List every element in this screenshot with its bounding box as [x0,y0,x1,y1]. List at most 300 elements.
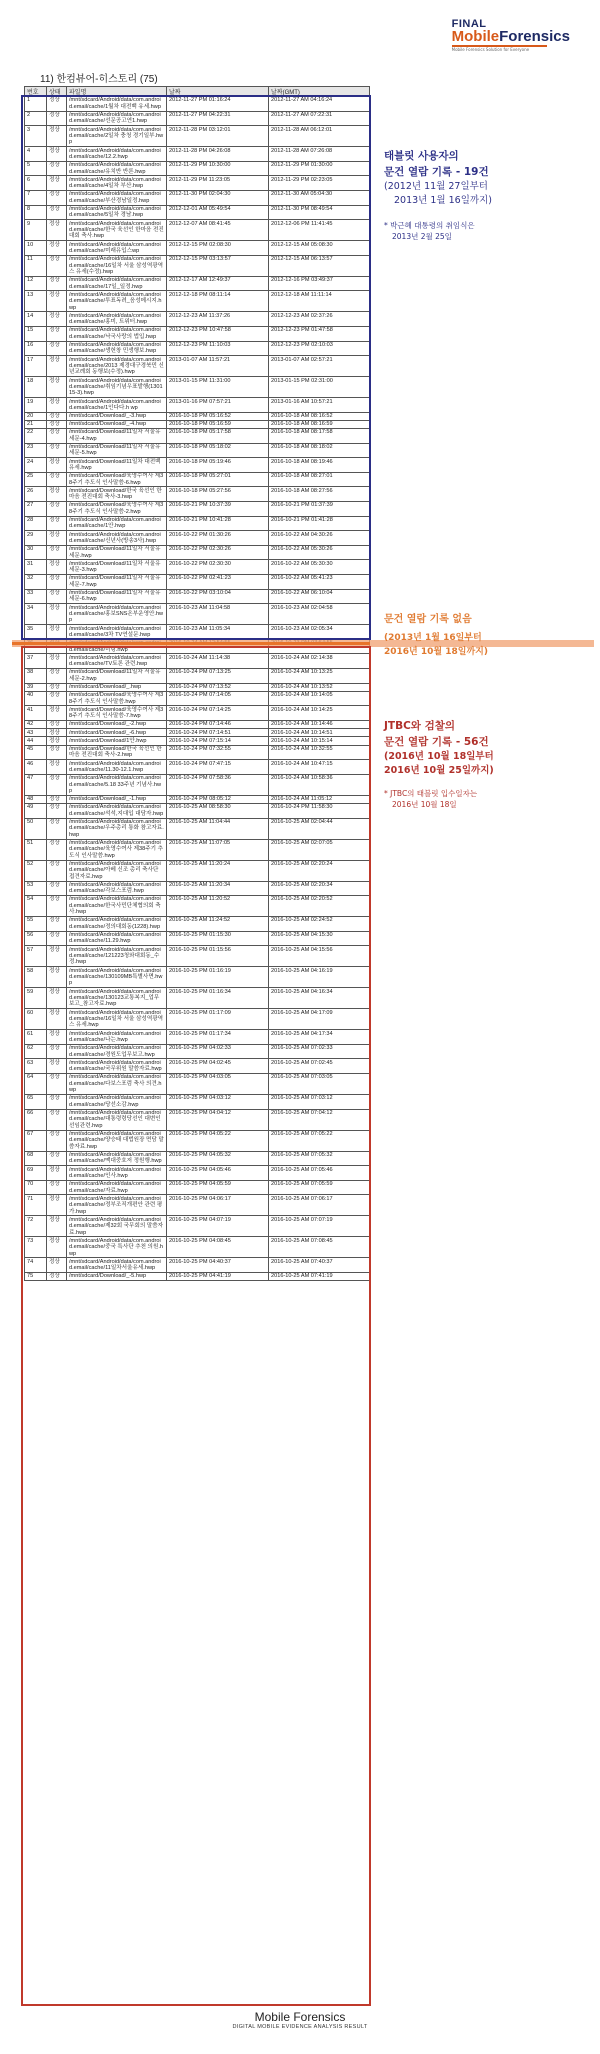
cell-filename: /mnt/sdcard/Android/data/com.android.email/cache/5.18 33주년 기념사.hwp [67,774,167,795]
cell-status: 정상 [47,1130,67,1151]
cell-date-gmt: 2016-10-24 AM 10:47:15 [269,760,370,775]
footer-title: Mobile Forensics [254,2010,346,2024]
cell-status: 정상 [47,760,67,775]
cell-status: 정상 [47,604,67,625]
cell-status: 정상 [47,487,67,502]
cell-status: 정상 [47,220,67,241]
cell-number: 73 [25,1237,47,1258]
cell-number: 31 [25,560,47,575]
tablet-annotation-note-2: 2013년 2월 25일 [392,232,452,241]
cell-number: 70 [25,1180,47,1195]
cell-filename: /mnt/sdcard/Android/data/com.android.email/cache/맥대중호저 정원행.hwp [67,1151,167,1166]
cell-number: 14 [25,312,47,327]
header-status: 상태 [47,87,67,97]
cell-number: 3 [25,126,47,147]
cell-filename: /mnt/sdcard/Android/data/com.android.email/cache/인사.hwp [67,1166,167,1181]
cell-status: 정상 [47,1074,67,1095]
cell-number: 32 [25,575,47,590]
cell-date: 2016-10-25 AM 08:58:30 [167,803,269,818]
cell-status: 정상 [47,683,67,691]
jtbc-annotation-note-2: 2016년 10월 18일 [392,800,457,809]
cell-date-gmt: 2012-11-27 AM 04:16:24 [269,97,370,112]
cell-status: 정상 [47,443,67,458]
cell-status: 정상 [47,988,67,1009]
cell-date: 2016-10-25 PM 04:05:32 [167,1151,269,1166]
cell-date-gmt: 2016-10-24 AM 10:32:55 [269,745,370,760]
cell-number: 47 [25,774,47,795]
cell-date-gmt: 2016-10-24 AM 10:14:46 [269,720,370,728]
cell-number: 43 [25,729,47,737]
cell-status: 정상 [47,377,67,398]
cell-date: 2016-10-25 PM 04:07:19 [167,1216,269,1237]
cell-date: 2016-10-25 PM 04:05:59 [167,1180,269,1195]
cell-filename: /mnt/sdcard/Android/data/com.android.email/cache/국무위원 말씀자료.hwp [67,1059,167,1074]
gap-annotation-range-1: (2013년 1월 16일부터 [384,633,482,643]
gap-annotation-range-2: 2016년 10월 18일까지) [384,647,488,657]
cell-date-gmt: 2012-11-29 PM 01:30:00 [269,161,370,176]
cell-date: 2016-10-25 PM 01:17:09 [167,1009,269,1030]
cell-date: 2016-10-25 PM 04:08:45 [167,1237,269,1258]
cell-date-gmt: 2016-10-25 AM 04:16:34 [269,988,370,1009]
cell-date-gmt: 2016-10-24 AM 10:13:52 [269,683,370,691]
cell-number: 26 [25,487,47,502]
cell-status: 정상 [47,161,67,176]
cell-date: 2012-11-27 PM 04:22:31 [167,111,269,126]
cell-number: 4 [25,147,47,162]
cell-status: 정상 [47,147,67,162]
cell-status: 정상 [47,326,67,341]
cell-date: 2016-10-22 PM 02:30:30 [167,560,269,575]
cell-status: 정상 [47,412,67,420]
cell-filename: /mnt/sdcard/Android/data/com.android.email/cache/11일차서울유세.hwp [67,1258,167,1273]
cell-status: 정상 [47,1237,67,1258]
cell-status: 정상 [47,860,67,881]
cell-filename: /mnt/sdcard/Android/data/com.android.email/cache/투표독려_음성메시지.hwp [67,291,167,312]
cell-status: 정상 [47,1030,67,1045]
cell-date: 2016-10-25 PM 04:06:17 [167,1195,269,1216]
cell-date-gmt: 2013-01-15 PM 02:31:00 [269,377,370,398]
cell-date-gmt: 2013-01-07 AM 02:57:21 [269,356,370,377]
cell-number: 13 [25,291,47,312]
cell-filename: /mnt/sdcard/Android/data/com.android.email/cache/17일_일정.hwp [67,276,167,291]
cell-date-gmt: 2016-10-23 AM 02:05:34 [269,625,370,640]
cell-date-gmt: 2016-10-21 PM 01:37:39 [269,502,370,517]
cell-number: 63 [25,1059,47,1074]
cell-date: 2016-10-25 PM 04:04:12 [167,1109,269,1130]
cell-date: 2013-01-15 PM 11:31:00 [167,377,269,398]
cell-filename: /mnt/sdcard/Download/_-4.hwp [67,420,167,428]
cell-number: 23 [25,443,47,458]
cell-filename: /mnt/sdcard/Android/data/com.android.email/cache/대통령령당선인 대변인 선임관련.hwp [67,1109,167,1130]
cell-status: 정상 [47,398,67,413]
cell-status: 정상 [47,737,67,745]
cell-date-gmt: 2016-10-25 AM 07:05:22 [269,1130,370,1151]
cell-date-gmt: 2016-10-25 AM 07:02:45 [269,1059,370,1074]
cell-number: 10 [25,241,47,256]
cell-number: 22 [25,429,47,444]
cell-date: 2016-10-25 PM 04:02:45 [167,1059,269,1074]
cell-number: 44 [25,737,47,745]
cell-date-gmt: 2016-10-24 AM 10:14:25 [269,706,370,721]
cell-date-gmt: 2016-10-18 AM 08:17:58 [269,429,370,444]
cell-date-gmt: 2016-10-25 AM 04:17:09 [269,1009,370,1030]
logo-line-1: FINAL [451,18,487,30]
cell-status: 정상 [47,1273,67,1281]
cell-filename: /mnt/sdcard/Android/data/com.android.email/cache/중국 특사단 추천 의원.hwp [67,1237,167,1258]
cell-filename: /mnt/sdcard/Android/data/com.android.email/cache/4일차 부산.hwp [67,176,167,191]
cell-status: 정상 [47,176,67,191]
cell-date-gmt: 2016-10-25 AM 04:17:34 [269,1030,370,1045]
cell-date-gmt: 2016-10-22 AM 05:41:23 [269,575,370,590]
cell-date: 2016-10-18 PM 05:27:01 [167,472,269,487]
cell-filename: /mnt/sdcard/Android/data/com.android.email/cache/16일차 서울 삼성역광역스 유세(수정).hwp [67,255,167,276]
cell-date: 2012-12-23 PM 10:47:58 [167,326,269,341]
tablet-annotation [384,148,594,242]
cell-date: 2016-10-24 PM 07:13:52 [167,683,269,691]
cell-filename: /mnt/sdcard/Android/data/com.android.email/cache/제32회 국무회의 말씀자료.hwp [67,1216,167,1237]
cell-date: 2013-01-07 AM 11:57:21 [167,356,269,377]
tablet-annotation-note-1: * 박근혜 대통령의 취임식은 [384,221,475,230]
cell-status: 정상 [47,896,67,917]
cell-status: 정상 [47,720,67,728]
cell-filename: /mnt/sdcard/Android/data/com.android.email/cache/121223청와대회동_수정.hwp [67,946,167,967]
cell-filename: /mnt/sdcard/Android/data/com.android.email/cache/생헌창 민생행보.hwp [67,341,167,356]
cell-filename: /mnt/sdcard/Android/data/com.android.email/cache/한국 육선인 한마음 전진대회 축사.hwp [67,220,167,241]
cell-number: 5 [25,161,47,176]
cell-status: 정상 [47,341,67,356]
cell-number: 38 [25,669,47,684]
jtbc-annotation-range-2: 2016년 10월 25일까지) [384,765,494,776]
cell-date-gmt: 2016-10-25 AM 07:08:45 [269,1237,370,1258]
cell-number: 45 [25,745,47,760]
cell-number: 34 [25,604,47,625]
cell-date-gmt: 2012-12-15 AM 06:13:57 [269,255,370,276]
header-date: 날짜 [167,87,269,97]
cell-date-gmt: 2016-10-22 AM 06:10:04 [269,589,370,604]
cell-filename: /mnt/sdcard/Android/data/com.android.email/cache/취임기념우표발행(130115-3).hwp [67,377,167,398]
cell-number: 68 [25,1151,47,1166]
cell-filename: /mnt/sdcard/Download/_-2.hwp [67,720,167,728]
cell-date-gmt: 2016-10-24 AM 10:14:51 [269,729,370,737]
cell-date-gmt: 2016-10-25 AM 07:41:19 [269,1273,370,1281]
cell-date: 2016-10-18 PM 05:27:56 [167,487,269,502]
cell-number: 27 [25,502,47,517]
cell-number: 64 [25,1074,47,1095]
cell-number: 25 [25,472,47,487]
cell-status: 정상 [47,1109,67,1130]
cell-date-gmt: 2016-10-25 AM 07:05:32 [269,1151,370,1166]
cell-number: 69 [25,1166,47,1181]
cell-status: 정상 [47,291,67,312]
cell-date-gmt: 2016-10-25 AM 02:04:44 [269,818,370,839]
cell-date-gmt: 2016-10-22 AM 05:30:30 [269,560,370,575]
cell-number: 30 [25,545,47,560]
cell-date-gmt: 2012-12-16 PM 03:49:37 [269,276,370,291]
cell-date-gmt: 2012-11-30 AM 05:04:30 [269,190,370,205]
cell-filename: /mnt/sdcard/Android/data/com.android.email/cache/5일차 경남.hwp [67,205,167,220]
cell-filename: /mnt/sdcard/Android/data/com.android.email/cache/130123교통복지_업무보고_참고자료.hwp [67,988,167,1009]
cell-status: 정상 [47,1095,67,1110]
tablet-annotation-range-1: (2012년 11월 27일부터 [384,181,488,192]
cell-filename: /mnt/sdcard/Download/11일차 서울유세문-2.hwp [67,669,167,684]
cell-filename: /mnt/sdcard/Download/_-5.hwp [67,1273,167,1281]
cell-date: 2016-10-18 PM 05:16:59 [167,420,269,428]
cell-date: 2012-11-28 PM 03:12:01 [167,126,269,147]
cell-date-gmt: 2013-01-16 AM 10:57:21 [269,398,370,413]
cell-filename: /mnt/sdcard/Android/data/com.android.email/cache/3차 TV연설문.hwp [67,625,167,640]
cell-date-gmt: 2016-10-25 AM 02:07:05 [269,839,370,860]
cell-status: 정상 [47,516,67,531]
cell-status: 정상 [47,1166,67,1181]
cell-status: 정상 [47,126,67,147]
cell-date-gmt: 2016-10-25 AM 04:15:56 [269,946,370,967]
cell-date: 2016-10-25 PM 01:15:30 [167,931,269,946]
cell-date: 2016-10-25 AM 11:24:52 [167,917,269,932]
cell-date: 2016-10-24 PM 07:32:55 [167,745,269,760]
cell-filename: /mnt/sdcard/Android/data/com.android.email/cache/경원도업무보고.hwp [67,1044,167,1059]
cell-number: 58 [25,967,47,988]
cell-date-gmt: 2012-12-06 PM 11:41:45 [269,220,370,241]
cell-date-gmt: 2016-10-25 AM 07:02:33 [269,1044,370,1059]
cell-filename: /mnt/sdcard/Android/data/com.android.email/cache/선문공고연1.hwp [67,111,167,126]
cell-date: 2016-10-25 PM 04:41:19 [167,1273,269,1281]
cell-filename: /mnt/sdcard/Android/data/com.android.email/cache/11.30-12.1.hwp [67,760,167,775]
cell-status: 정상 [47,917,67,932]
cell-filename: /mnt/sdcard/Download/11일차 대전백 유세.hwp [67,458,167,473]
cell-status: 정상 [47,774,67,795]
cell-filename: /mnt/sdcard/Android/data/com.android.email/cache/각보스포럼.hwp [67,881,167,896]
cell-filename: /mnt/sdcard/Android/data/com.android.email/cache/신년사(방송3사).hwp [67,531,167,546]
cell-status: 정상 [47,312,67,327]
cell-date: 2016-10-18 PM 05:16:52 [167,412,269,420]
cell-filename: d.email/cache/미팅.hwp [67,639,167,654]
cell-status: 정상 [47,625,67,640]
logo-word-mobile: Mobile [451,28,500,45]
header-number: 번호 [25,87,47,97]
cell-date: 2016-10-24 PM 07:47:15 [167,760,269,775]
cell-status: 정상 [47,654,67,669]
cell-date: 2016-10-25 PM 04:05:46 [167,1166,269,1181]
cell-number: 52 [25,860,47,881]
cell-date-gmt: 2012-12-15 AM 05:08:30 [269,241,370,256]
cell-filename: /mnt/sdcard/Android/data/com.android.email/cache/다보스포럼 축사 의견.hwp [67,1074,167,1095]
cell-filename: /mnt/sdcard/Android/data/com.android.email/cache/2013 제경대구경북민 신년교례회 동행보(수정).hwp [67,356,167,377]
cell-number: 17 [25,356,47,377]
cell-date-gmt: 2016-10-24 PM 11:58:30 [269,803,370,818]
cell-status: 정상 [47,931,67,946]
cell-number: 67 [25,1130,47,1151]
cell-date: 2016-10-25 AM 11:04:44 [167,818,269,839]
cell-filename: /mnt/sdcard/Android/data/com.android.email/cache/미래유입스wp [67,241,167,256]
cell-number: 12 [25,276,47,291]
cell-date-gmt: 2016-10-25 AM 07:04:12 [269,1109,370,1130]
cell-date: 2012-12-15 PM 03:13:57 [167,255,269,276]
cell-status: 정상 [47,1009,67,1030]
cell-filename: /mnt/sdcard/Android/data/com.android.email/cache/당선소감.hwp [67,1095,167,1110]
cell-date-gmt: 2016-10-18 AM 08:16:52 [269,412,370,420]
tablet-annotation-range-2: 2013년 1월 16일까지) [394,195,492,206]
cell-number: 65 [25,1095,47,1110]
cell-filename: /mnt/sdcard/Android/data/com.android.email/cache/12.2.hwp [67,147,167,162]
cell-date-gmt: 2016-10-25 AM 04:15:30 [269,931,370,946]
cell-date: 2012-12-15 PM 02:08:30 [167,241,269,256]
cell-date-gmt: 2016-10-18 AM 08:16:59 [269,420,370,428]
cell-date-gmt: 2012-12-23 PM 01:47:58 [269,326,370,341]
cell-filename: /mnt/sdcard/Android/data/com.android.email/cache/아베 신조 총리 축사단 접견자료.hwp [67,860,167,881]
cell-date: 2012-11-27 PM 01:16:24 [167,97,269,112]
cell-number: 57 [25,946,47,967]
cell-number: 20 [25,412,47,420]
cell-number: 48 [25,795,47,803]
cell-status: 정상 [47,946,67,967]
cell-date: 2013-01-16 PM 07:57:21 [167,398,269,413]
cell-date: 2016-10-24 PM 07:14:05 [167,691,269,706]
cell-date: 2012-12-07 AM 08:41:45 [167,220,269,241]
cell-number: 16 [25,341,47,356]
cell-date-gmt: 2016-10-24 AM 10:14:05 [269,691,370,706]
cell-date: 2016-10-25 PM 04:03:05 [167,1074,269,1095]
cell-date-gmt: 2016-10-18 AM 08:27:01 [269,472,370,487]
cell-number: 18 [25,377,47,398]
cell-date-gmt: 2016-10-23 AM 02:04:58 [269,604,370,625]
jtbc-annotation-range-1: (2016년 10월 18일부터 [384,751,494,762]
cell-date: 2016-10-25 PM 04:02:33 [167,1044,269,1059]
cell-date: 2016-10-18 PM 05:19:46 [167,458,269,473]
cell-filename: /mnt/sdcard/Download/한국 육선인 한마음 전진대회 축사-2.hwp [67,745,167,760]
no-records-separator-line [12,642,370,645]
cell-number: 21 [25,420,47,428]
cell-date: 2016-10-25 PM 04:03:12 [167,1095,269,1110]
header-filename: 파일명 [67,87,167,97]
section-title: 11) 한컴뷰어-히스토리 (75) [40,74,158,85]
cell-number: 49 [25,803,47,818]
jtbc-annotation [384,718,594,810]
cell-number: 59 [25,988,47,1009]
tablet-annotation-title-2: 문건 열람 기록 - 19건 [384,166,489,178]
cell-date: 2016-10-25 PM 01:16:19 [167,967,269,988]
cell-status: 정상 [47,839,67,860]
cell-date: 2016-10-25 AM 11:20:52 [167,896,269,917]
cell-filename: /mnt/sdcard/Android/data/com.android.email/cache/정부조직개편안 관련 평가.hwp [67,1195,167,1216]
cell-filename: /mnt/sdcard/Android/data/com.android.email/cache/우주총리 통화 참고자료.hwp [67,818,167,839]
gap-annotation-title: 문건 열람 기록 없음 [384,614,472,625]
cell-filename: /mnt/sdcard/Android/data/com.android.email/cache/1인다다.h wp [67,398,167,413]
cell-status: 정상 [47,881,67,896]
cell-date-gmt: 2016-10-25 AM 07:40:37 [269,1258,370,1273]
cell-date: 2012-12-01 AM 05:49:54 [167,205,269,220]
cell-filename: /mnt/sdcard/Android/data/com.android.email/cache/석석,지대입 대담자.hwp [67,803,167,818]
cell-date: 2012-11-29 PM 11:23:05 [167,176,269,191]
cell-number: 35 [25,625,47,640]
cell-date-gmt: 2016-10-24 AM 10:13:25 [269,669,370,684]
cell-filename: /mnt/sdcard/Android/data/com.android.email/cache/육영수여사 제38주기 추도식 인사말씀.hwp [67,839,167,860]
cell-date-gmt: 2016-10-25 AM 07:07:19 [269,1216,370,1237]
cell-number: 37 [25,654,47,669]
cell-filename: /mnt/sdcard/Android/data/com.android.email/cache/정의대회동(1228).hwp [67,917,167,932]
cell-date: 2016-10-25 PM 04:40:37 [167,1258,269,1273]
cell-date-gmt: 2012-11-28 AM 07:26:08 [269,147,370,162]
cell-filename: /mnt/sdcard/Android/data/com.android.email/cache/한국사민단체협의회 축사.hwp [67,896,167,917]
cell-date-gmt: 2012-11-28 AM 06:12:01 [269,126,370,147]
cell-number: 72 [25,1216,47,1237]
cell-filename: /mnt/sdcard/Download/11일차 서울유세문-4.hwp [67,429,167,444]
cell-date: 2016-10-22 PM 01:30:26 [167,531,269,546]
cell-filename: /mnt/sdcard/Download/_-1.hwp [67,795,167,803]
cell-filename: /mnt/sdcard/Android/data/com.android.email/cache/홍보SNS온부운영안.hwp [67,604,167,625]
cell-date: 2016-10-24 PM 07:14:51 [167,729,269,737]
cell-filename: /mnt/sdcard/Download/_-3.hwp [67,412,167,420]
cell-number: 60 [25,1009,47,1030]
cell-date-gmt: 2016-10-25 AM 02:20:24 [269,860,370,881]
cell-status: 정상 [47,560,67,575]
page-footer [0,2010,600,2030]
cell-number: 46 [25,760,47,775]
cell-filename: /mnt/sdcard/Android/data/com.android.email/cache/1월차 대전백 유세.hwp [67,97,167,112]
footer-subtitle: DIGITAL MOBILE EVIDENCE ANALYSIS RESULT [232,2024,368,2030]
cell-status: 정상 [47,356,67,377]
cell-date-gmt: 2016-10-25 AM 07:05:46 [269,1166,370,1181]
cell-date: 2012-11-30 PM 02:04:30 [167,190,269,205]
cell-status: 정상 [47,729,67,737]
cell-filename: /mnt/sdcard/Download/11일차 서울유세문-6.hwp [67,589,167,604]
cell-filename: /mnt/sdcard/Download/_.hwp [67,683,167,691]
cell-date: 2016-10-25 PM 01:17:34 [167,1030,269,1045]
cell-status: 정상 [47,589,67,604]
jtbc-annotation-note-1: * JTBC의 태블릿 입수일자는 [384,789,478,798]
cell-status: 정상 [47,1195,67,1216]
cell-number: 39 [25,683,47,691]
cell-filename: /mnt/sdcard/Android/data/com.android.email/cache/130109MB특별사면.hwp [67,967,167,988]
cell-number: 42 [25,720,47,728]
cell-filename: /mnt/sdcard/Android/data/com.android.email/cache/홍미, 트위터.hwp [67,312,167,327]
cell-date: 2016-10-21 PM 10:37:39 [167,502,269,517]
cell-number: 28 [25,516,47,531]
jtbc-annotation-title-1: JTBC와 검찰의 [384,720,456,732]
jtbc-prosecution-records-frame [21,646,371,2006]
cell-date: 2012-12-17 AM 12:49:37 [167,276,269,291]
cell-date: 2016-10-22 PM 03:10:04 [167,589,269,604]
cell-date: 2016-10-25 PM 04:05:22 [167,1130,269,1151]
cell-number: 15 [25,326,47,341]
cell-filename: /mnt/sdcard/Android/data/com.android.email/cache/2일차 충청 경기일부.hwp [67,126,167,147]
cell-date: 2012-12-18 PM 08:11:14 [167,291,269,312]
cell-filename: /mnt/sdcard/Download/육영수여사 제38주기 추도식 인사말씀-2.hwp [67,502,167,517]
cell-date-gmt: 2012-12-23 AM 02:37:26 [269,312,370,327]
cell-number: 24 [25,458,47,473]
cell-number: 2 [25,111,47,126]
cell-status: 정상 [47,575,67,590]
cell-status: 정상 [47,255,67,276]
cell-filename: /mnt/sdcard/Android/data/com.android.email/cache/1안.hwp [67,516,167,531]
cell-number: 6 [25,176,47,191]
cell-date-gmt: 2012-11-29 PM 02:23:05 [269,176,370,191]
cell-status: 정상 [47,472,67,487]
cell-date-gmt: 2016-10-25 AM 02:24:52 [269,917,370,932]
cell-filename: /mnt/sdcard/Download/육영수여사 제38주기 추도식 인사말씀-6.hwp [67,472,167,487]
cell-status: 정상 [47,190,67,205]
cell-date: 2016-10-18 PM 05:18:02 [167,443,269,458]
cell-number: 19 [25,398,47,413]
cell-date-gmt: 2016-10-24 AM 10:58:36 [269,774,370,795]
cell-date: 2012-12-23 AM 11:37:26 [167,312,269,327]
tablet-user-records-frame [21,95,371,640]
cell-filename: /mnt/sdcard/Download/11일차 서울유세문-3.hwp [67,560,167,575]
cell-date: 2012-12-23 PM 11:10:03 [167,341,269,356]
cell-date: 2012-11-28 PM 04:26:08 [167,147,269,162]
cell-date: 2016-10-18 PM 05:17:58 [167,429,269,444]
cell-number: 29 [25,531,47,546]
cell-date: 2016-10-24 PM 07:58:36 [167,774,269,795]
